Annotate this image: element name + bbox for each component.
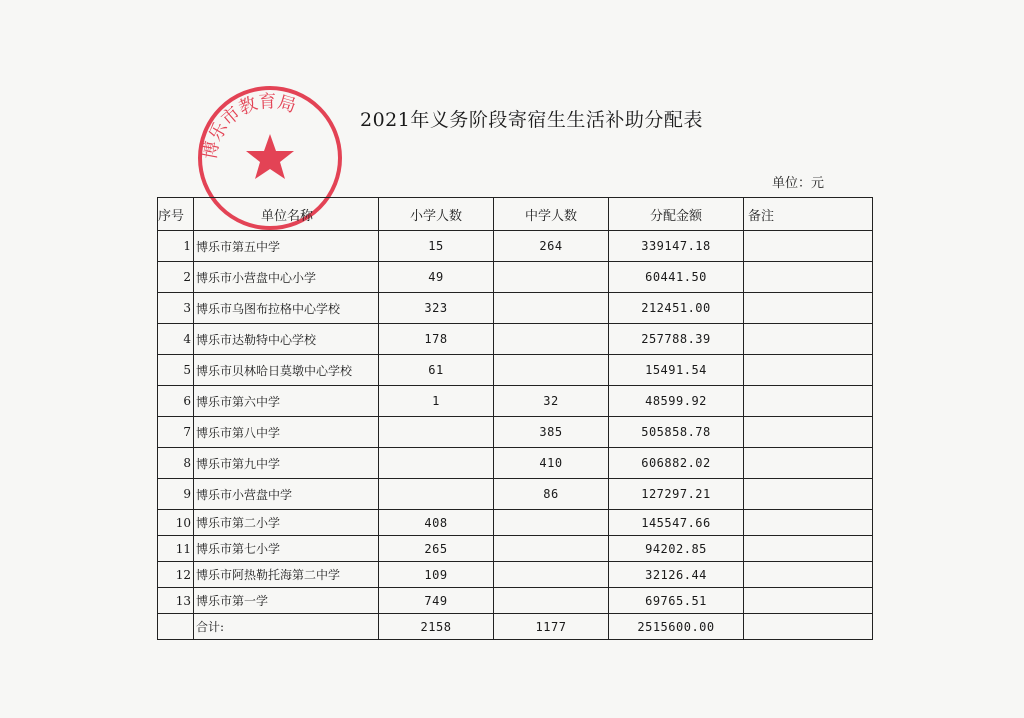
row-name: 博乐市小营盘中学 (194, 479, 379, 510)
row-note (744, 417, 873, 448)
row-note (744, 231, 873, 262)
row-name: 博乐市第七小学 (194, 536, 379, 562)
header-no: 序号 (158, 198, 194, 231)
row-no: 7 (158, 417, 194, 448)
row-amount: 339147.18 (609, 231, 744, 262)
row-no: 2 (158, 262, 194, 293)
total-no (158, 614, 194, 640)
row-note (744, 386, 873, 417)
table-body (158, 231, 873, 640)
allocation-table (157, 197, 873, 640)
row-middle (494, 510, 609, 536)
row-note (744, 293, 873, 324)
row-name: 博乐市第二小学 (194, 510, 379, 536)
table-row (158, 262, 873, 293)
row-no: 13 (158, 588, 194, 614)
row-amount: 145547.66 (609, 510, 744, 536)
row-middle: 410 (494, 448, 609, 479)
row-name: 博乐市第五中学 (194, 231, 379, 262)
row-middle (494, 262, 609, 293)
row-no: 6 (158, 386, 194, 417)
table-row (158, 417, 873, 448)
table-row (158, 536, 873, 562)
row-amount: 15491.54 (609, 355, 744, 386)
row-no: 11 (158, 536, 194, 562)
table-row (158, 588, 873, 614)
row-name: 博乐市第六中学 (194, 386, 379, 417)
total-label: 合计: (194, 614, 379, 640)
row-middle (494, 355, 609, 386)
table-row (158, 562, 873, 588)
row-amount: 127297.21 (609, 479, 744, 510)
row-middle: 264 (494, 231, 609, 262)
table-total-row (158, 614, 873, 640)
row-note (744, 324, 873, 355)
row-name: 博乐市第九中学 (194, 448, 379, 479)
total-amount: 2515600.00 (609, 614, 744, 640)
row-note (744, 536, 873, 562)
total-middle: 1177 (494, 614, 609, 640)
table-row (158, 510, 873, 536)
row-middle (494, 562, 609, 588)
row-name: 博乐市乌图布拉格中心学校 (194, 293, 379, 324)
row-primary (379, 417, 494, 448)
row-middle (494, 293, 609, 324)
unit-label: 单位：元 (772, 176, 825, 191)
header-middle: 中学人数 (494, 198, 609, 231)
row-note (744, 448, 873, 479)
row-primary: 109 (379, 562, 494, 588)
row-amount: 60441.50 (609, 262, 744, 293)
row-amount: 606882.02 (609, 448, 744, 479)
row-amount: 212451.00 (609, 293, 744, 324)
row-name: 博乐市小营盘中心小学 (194, 262, 379, 293)
row-primary: 1 (379, 386, 494, 417)
row-middle (494, 324, 609, 355)
table-header-row (158, 198, 873, 231)
table-row (158, 479, 873, 510)
table-row (158, 324, 873, 355)
row-primary: 15 (379, 231, 494, 262)
page-title: 2021年义务阶段寄宿生生活补助分配表 (360, 109, 703, 131)
svg-text:博乐市教育局: 博乐市教育局 (199, 91, 299, 162)
row-no: 8 (158, 448, 194, 479)
table-row (158, 293, 873, 324)
row-note (744, 510, 873, 536)
row-no: 10 (158, 510, 194, 536)
row-primary: 408 (379, 510, 494, 536)
header-amount: 分配金额 (609, 198, 744, 231)
row-primary (379, 448, 494, 479)
row-middle (494, 588, 609, 614)
row-primary: 749 (379, 588, 494, 614)
row-amount: 505858.78 (609, 417, 744, 448)
row-amount: 48599.92 (609, 386, 744, 417)
header-name: 单位名称 (194, 198, 379, 231)
row-no: 9 (158, 479, 194, 510)
row-primary (379, 479, 494, 510)
row-primary: 323 (379, 293, 494, 324)
row-name: 博乐市阿热勒托海第二中学 (194, 562, 379, 588)
row-no: 5 (158, 355, 194, 386)
row-note (744, 562, 873, 588)
row-no: 3 (158, 293, 194, 324)
row-note (744, 262, 873, 293)
row-middle: 86 (494, 479, 609, 510)
row-primary: 178 (379, 324, 494, 355)
table-row (158, 231, 873, 262)
row-middle (494, 536, 609, 562)
row-no: 1 (158, 231, 194, 262)
row-middle: 32 (494, 386, 609, 417)
row-name: 博乐市贝林哈日莫墩中心学校 (194, 355, 379, 386)
table-row (158, 448, 873, 479)
row-name: 博乐市达勒特中心学校 (194, 324, 379, 355)
row-amount: 257788.39 (609, 324, 744, 355)
table-row (158, 355, 873, 386)
row-name: 博乐市第八中学 (194, 417, 379, 448)
table-row (158, 386, 873, 417)
row-primary: 61 (379, 355, 494, 386)
row-note (744, 355, 873, 386)
row-name: 博乐市第一学 (194, 588, 379, 614)
row-note (744, 479, 873, 510)
row-no: 12 (158, 562, 194, 588)
row-no: 4 (158, 324, 194, 355)
row-middle: 385 (494, 417, 609, 448)
row-amount: 69765.51 (609, 588, 744, 614)
row-amount: 32126.44 (609, 562, 744, 588)
row-amount: 94202.85 (609, 536, 744, 562)
header-primary: 小学人数 (379, 198, 494, 231)
row-primary: 265 (379, 536, 494, 562)
total-note (744, 614, 873, 640)
header-note: 备注 (744, 198, 873, 231)
row-primary: 49 (379, 262, 494, 293)
total-primary: 2158 (379, 614, 494, 640)
row-note (744, 588, 873, 614)
